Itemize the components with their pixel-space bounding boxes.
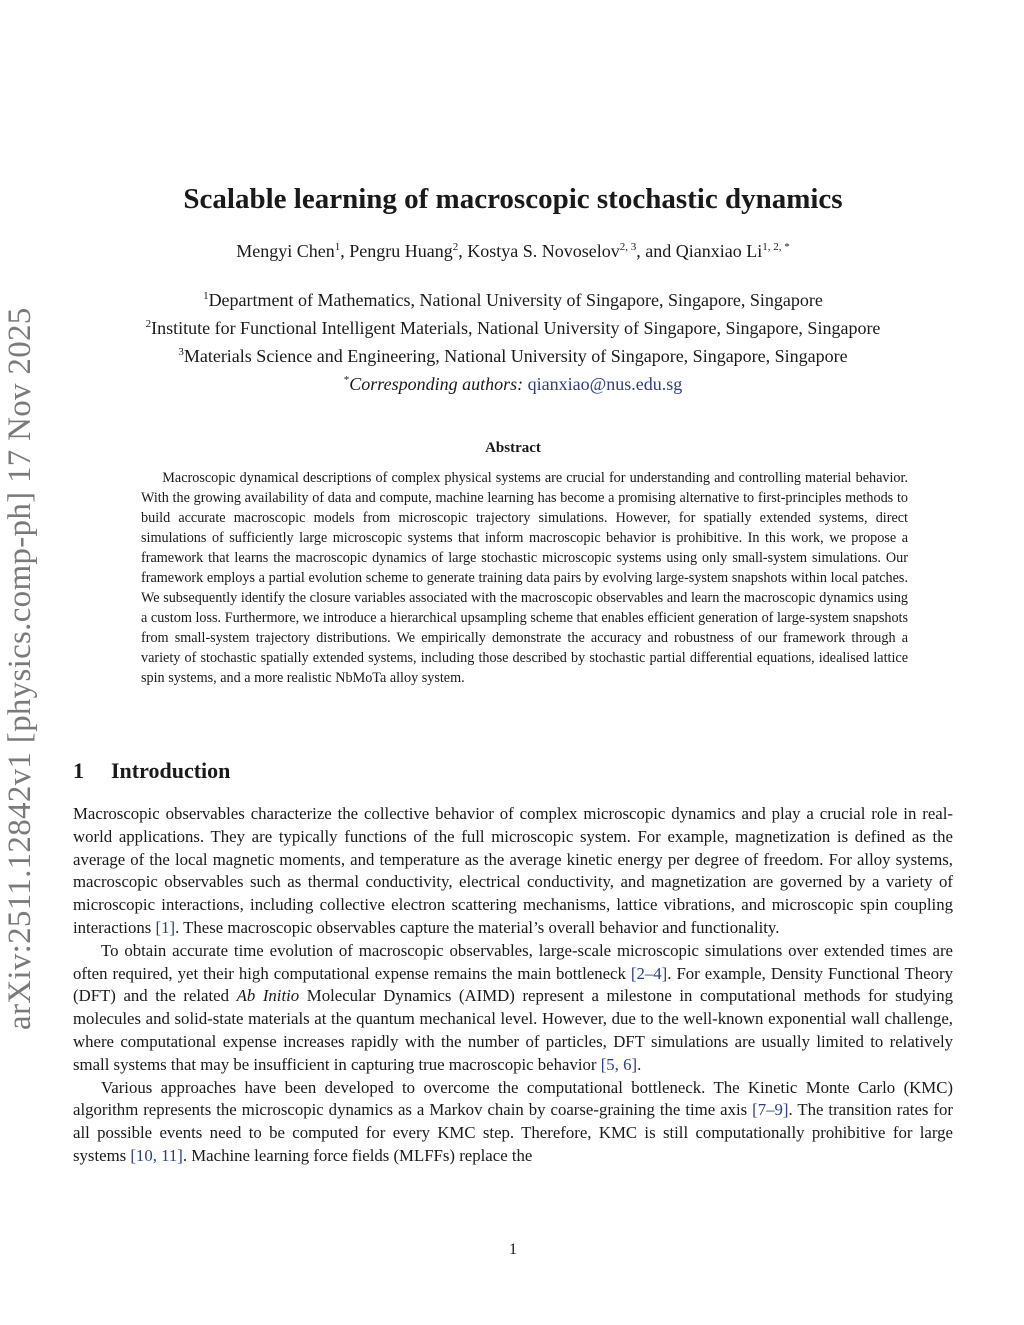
citation-link[interactable]: [7–9] <box>752 1100 789 1120</box>
section-heading-introduction: 1 Introduction <box>73 758 231 783</box>
citation-link[interactable]: [10, 11] <box>130 1145 183 1165</box>
citation-link[interactable]: [5, 6] <box>600 1054 638 1074</box>
affiliation-line: $^3$Materials Science and Engineering, National University of Singapore, Singapore, Singapore <box>178 346 848 366</box>
author-name: Kostya S. Novoselov <box>467 241 620 261</box>
author-affiliation-marker: 1 <box>334 241 341 253</box>
affiliation-list <box>73 284 953 396</box>
corresponding-author: *Corresponding authors: qianxiao@nus.edu.sg <box>343 374 683 394</box>
author-name: Mengyi Chen <box>236 241 335 261</box>
citation-link[interactable]: [1] <box>155 917 176 937</box>
body-paragraph: Various approaches have been developed to overcome the computational bottleneck. The Kinetic Monte Carlo (KMC) algorithm represents the microscopic dynamics as a Markov chain by coarse-graining the time axis [7–9]. The transition rates for all possible events need to be computed for every KMC step. Therefore, KMC is still computationally prohibitive for large systems [10, 11]. Machine learning force fields (MLFFs) replace the <box>73 1077 953 1165</box>
arxiv-identifier: arXiv:2511.12842v1 [physics.comp-ph] 17 Nov 2025 <box>2 307 38 1030</box>
affiliation-line: $^2$Institute for Functional Intelligent Materials, National University of Singapore, Singapore, Singapore <box>145 318 881 338</box>
page-number: 1 <box>509 1241 517 1258</box>
italic-term: Ab Initio <box>236 986 300 1006</box>
citation-link[interactable]: [2–4] <box>630 963 668 983</box>
paper-title: Scalable learning of macroscopic stochastic dynamics <box>183 183 843 215</box>
corresponding-email-link[interactable]: qianxiao@nus.edu.sg <box>527 374 683 394</box>
introduction-body <box>73 803 953 1168</box>
author-affiliation-marker: 2 <box>452 241 459 253</box>
affiliation-line: $^1$Department of Mathematics, National University of Singapore, Singapore, Singapore <box>203 290 823 310</box>
author-name: Qianxiao Li <box>675 241 763 261</box>
author-affiliation-marker: 1, 2, * <box>762 241 790 253</box>
body-paragraph: To obtain accurate time evolution of macroscopic observables, large-scale microscopic simulations over extended times are often required, yet their high computational expense remains the main bottleneck [2–4]. For example, Density Functional Theory (DFT) and the related Ab Initio Molecular Dynamics (AIMD) represent a milestone in computational methods for studying molecules and solid-state materials at the quantum mechanical level. However, due to the well-known exponential wall challenge, where computational expense increases rapidly with the number of particles, DFT simulations are usually limited to relatively small systems that may be insufficient in capturing true macroscopic behavior [5, 6]. <box>73 940 953 1074</box>
author-name: Pengru Huang <box>349 241 453 261</box>
author-list: Mengyi Chen$^1$, Pengru Huang$^2$, Kostya S. Novoselov$^{2, 3}$, and Qianxiao $Li^{1, 2, *}$ <box>236 241 790 261</box>
abstract-text: Macroscopic dynamical descriptions of complex physical systems are crucial for understanding and controlling material behavior. With the growing availability of data and compute, machine learning has become a promising alternative to first-principles methods to build accurate macroscopic models from microscopic trajectory simulations. However, for spatially extended systems, direct simulations of sufficiently large microscopic systems that inform macroscopic behavior is prohibitive. In this work, we propose a framework that learns the macroscopic dynamics of large stochastic microscopic systems using only small-system simulations. Our framework employs a partial evolution scheme to generate training data pairs by evolving large-system snapshots within local patches. We subsequently identify the closure variables associated with the macroscopic observables and learn the macroscopic dynamics using a custom loss. Furthermore, we introduce a hierarchical upsampling scheme that enables efficient generation of large-system snapshots from small-system trajectory distributions. We empirically demonstrate the accuracy and robustness of our framework through a variety of stochastic spatially extended systems, including those described by stochastic partial differential equations, idealised lattice spin systems, and a more realistic NbMoTa alloy system. <box>141 470 908 686</box>
abstract-heading: Abstract <box>485 440 541 456</box>
body-paragraph: Macroscopic observables characterize the collective behavior of complex microscopic dynamics and play a crucial role in real-world applications. They are typically functions of the full microscopic system. For example, magnetization is defined as the average of the local magnetic moments, and temperature as the average kinetic energy per degree of freedom. For alloy systems, macroscopic observables such as thermal conductivity, electrical conductivity, and magnetization are governed by a variety of microscopic interactions, including collective electron scattering mechanisms, lattice vibrations, and microscopic spin coupling interactions [1]. These macroscopic observables capture the material’s overall behavior and functionality. <box>73 804 953 937</box>
author-affiliation-marker: 2, 3 <box>619 241 637 253</box>
